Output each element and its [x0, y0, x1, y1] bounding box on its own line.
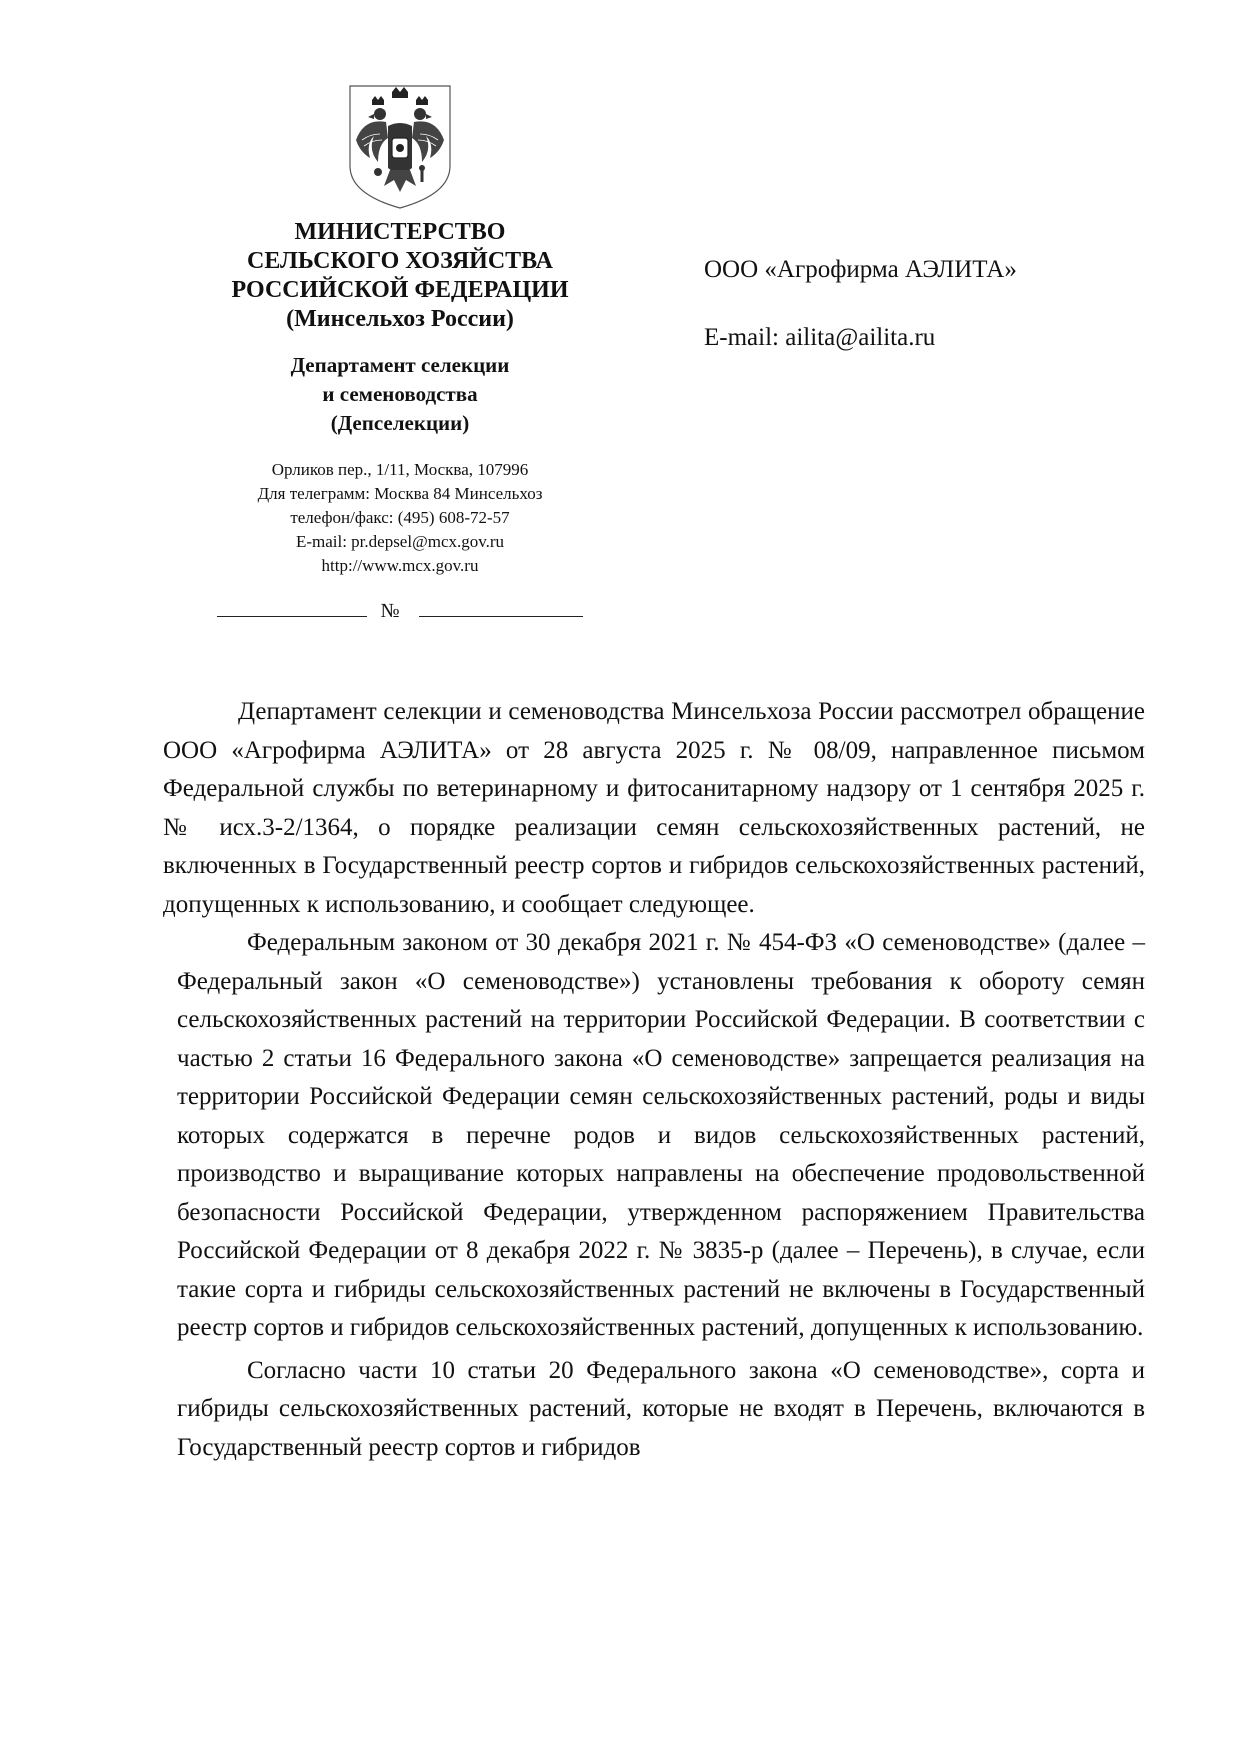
ministry-name-line: МИНИСТЕРСТВО [294, 219, 506, 245]
postal-address: Орликов пер., 1/11, Москва, 107996 [271, 460, 529, 479]
coat-of-arms-of-russia-icon [344, 82, 456, 212]
department-name-line: и семеноводства [322, 382, 478, 406]
addressee-block [704, 255, 1017, 353]
number-sign: № [380, 600, 400, 622]
department-name [210, 351, 590, 438]
contact-block [210, 458, 590, 578]
addressee-name: ООО «Агрофирма АЭЛИТА» [704, 256, 1017, 283]
letter-body [163, 693, 1145, 1467]
letterhead [210, 82, 590, 623]
department-email: E-mail: pr.depsel@mcx.gov.ru [295, 532, 505, 551]
department-short-name: (Депселекции) [330, 411, 470, 435]
body-paragraph: Согласно части 10 статьи 20 Федерального закона «О семеноводстве», сорта и гибриды сельскохозяйственных растений, которые не входят в Перечень, включаются в Государственный реестр сортов и гибридов [177, 1356, 1145, 1461]
ministry-short-name: (Минсельхоз России) [286, 306, 514, 332]
body-paragraph: Федеральным законом от 30 декабря 2021 г. № 454-ФЗ «О семеноводстве» (далее – Федеральный закон «О семеноводстве») установлены требования к обороту семян сельскохозяйственных растений на территории Российской Федерации. В соответствии с частью 2 статьи 16 Федерального закона «О семеноводстве» запрещается реализация на территории Российской Федерации семян сельскохозяйственных растений, роды и виды которых содержатся в перечне родов и видов сельскохозяйственных растений, производство и выращивание которых направлены на обеспечение продовольственной безопасности Российской Федерации, утвержденном распоряжением Правительства Российской Федерации от 8 декабря 2022 г. № 3835-р (далее – Перечень), в случае, если такие сорта и гибриды сельскохозяйственных растений не включены в Государственный реестр сортов и гибридов сельскохозяйственных растений, допущенных к использованию. [177, 929, 1145, 1341]
registration-line [210, 600, 590, 623]
date-blank [217, 600, 367, 617]
phone-fax: телефон/факс: (495) 608-72-57 [290, 508, 510, 527]
department-website: http://www.mcx.gov.ru [321, 556, 479, 575]
number-blank [419, 600, 583, 617]
telegram-address: Для телеграмм: Москва 84 Минсельхоз [257, 484, 543, 503]
addressee-email: E-mail: ailita@ailita.ru [704, 324, 936, 351]
ministry-name-line: СЕЛЬСКОГО ХОЗЯЙСТВА [246, 248, 554, 274]
department-name-line: Департамент селекции [290, 353, 510, 377]
ministry-name-line: РОССИЙСКОЙ ФЕДЕРАЦИИ [231, 277, 569, 303]
ministry-name [210, 218, 590, 334]
body-paragraph: Департамент селекции и семеноводства Минсельхоза России рассмотрел обращение ООО «Агрофирма АЭЛИТА» от 28 августа 2025 г. № 08/09, направленное письмом Федеральной службы по ветеринарному и фитосанитарному надзору от 1 сентября 2025 г. № исх.3-2/1364, о порядке реализации семян сельскохозяйственных растений, не включенных в Государственный реестр сортов и гибридов сельскохозяйственных растений, допущенных к использованию, и сообщает следующее. [163, 698, 1145, 918]
